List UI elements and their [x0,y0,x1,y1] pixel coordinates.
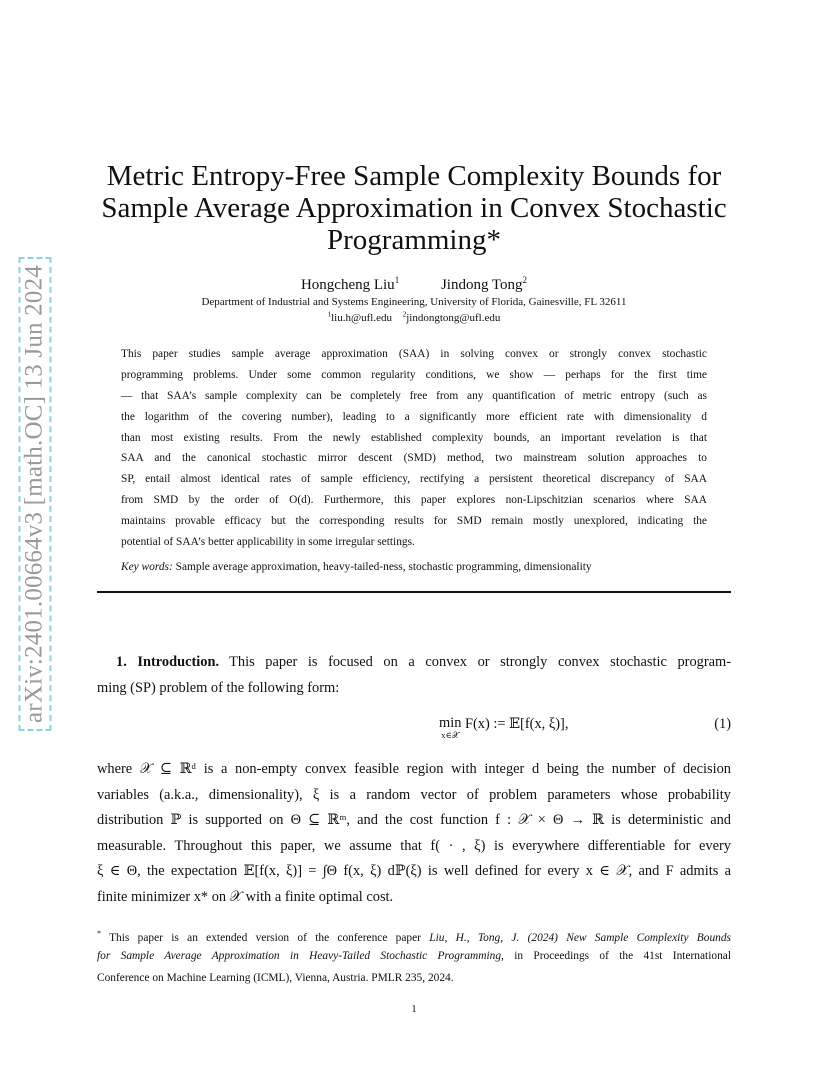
intro-line-1-text: This paper is focused on a convex or strongly convex stochastic program- [229,654,732,670]
footnote-line [97,923,731,945]
abstract-line: — that SAA’s sample complexity can be completely free from any quantification of metric entropy (such as [121,389,707,402]
footnote-prefix: This paper is an extended version of the conference paper [109,931,421,944]
paper-title: Metric Entropy-Free Sample Complexity Bounds for Sample Average Approximation in Convex Stochastic Programming* [101,160,727,256]
equation-body [439,716,568,740]
equation-expression: F(x) := 𝔼[f(x, ξ)], [465,716,569,732]
problem-description-paragraph [97,757,731,910]
footnote-suffix: in Proceedings of the 41st International [514,950,731,962]
author-1-name: Hongcheng Liu [300,277,395,293]
intro-line [97,650,731,676]
email-2-mark: 2 [402,310,407,318]
introduction-paragraph [97,650,731,701]
author-2 [441,277,527,293]
arxiv-identifier[interactable]: arXiv:2401.00664v3 [math.OC] 13 Jun 2024 [19,257,52,731]
abstract-line: than most existing results. From the newly established complexity bounds, an important revelation is that [121,431,707,444]
equation-1 [97,716,731,746]
abstract-divider [97,591,731,593]
email-1-address: liu.h@ufl.edu [331,311,392,324]
author-1-mark: 1 [394,275,400,285]
paragraph-line: finite minimizer x* on 𝒳 with a finite optimal cost. [97,888,394,905]
footnote-line: Conference on Machine Learning (ICML), Vienna, Austria. PMLR 235, 2024. [97,972,454,984]
email-2[interactable] [403,312,501,324]
email-2-address: jindongtong@ufl.edu [406,311,501,324]
affiliation: Department of Industrial and Systems Engineering, University of Florida, Gainesville, FL 32611 [201,296,627,308]
email-1[interactable] [328,312,392,324]
author-2-name: Jindong Tong [440,277,523,293]
paragraph-line: variables (a.k.a., dimensionality), ξ is a random vector of problem parameters whose probability [97,786,731,803]
footnote-citation-part1: Liu, H., Tong, J. (2024) New Sample Complexity Bounds [429,931,731,944]
email-1-mark: 1 [327,310,332,318]
footnote-citation-part2: for Sample Average Approximation in Heavy-Tailed Stochastic Programming, [97,950,504,962]
author-1 [301,277,399,293]
email-line [98,310,730,324]
author-2-mark: 2 [522,275,528,285]
section-heading: 1. Introduction. [116,654,220,670]
keywords-label: Key words: [121,561,173,573]
keywords [121,561,707,573]
paragraph-line: measurable. Throughout this paper, we assume that f( · , ξ) is everywhere differentiable for every [97,837,731,854]
page-number: 1 [411,1003,417,1015]
equation-min [439,716,461,740]
equation-number: (1) [714,716,731,732]
paragraph-line: where 𝒳 ⊆ ℝᵈ is a non-empty convex feasible region with integer d being the number of decision [97,761,731,777]
keywords-text: Sample average approximation, heavy-tailed-ness, stochastic programming, dimensionality [175,561,592,573]
footnote-mark: * [97,929,101,938]
author-line [98,275,730,294]
abstract-line: from SMD by the order of O(d). Furthermore, this paper explores non-Lipschitzian scenarios where SAA [121,494,707,507]
paragraph-line: ξ ∈ Θ, the expectation 𝔼[f(x, ξ)] = ∫Θ f(x, ξ) dℙ(ξ) is well defined for every x ∈ 𝒳, and F admits a [97,863,731,879]
equation-min-subscript: x∈𝒳 [441,730,460,740]
abstract-line: maintains provable efficacy but the corresponding results for SMD remain mostly unexplored, indicating the [121,515,707,528]
footnote [97,923,731,989]
abstract [121,344,707,553]
abstract-line: potential of SAA’s better applicability in some irregular settings. [121,536,415,549]
abstract-line: programming problems. Under some common regularity conditions, we show — perhaps for the first time [121,368,707,381]
abstract-line: This paper studies sample average approximation (SAA) in solving convex or strongly convex stochastic [121,348,707,360]
footnote-line [97,945,731,967]
abstract-line: SAA and the canonical stochastic mirror descent (SMD) method, two mainstream solution approaches to [121,452,707,465]
intro-line: ming (SP) problem of the following form: [97,679,340,696]
equation-min-label: min [439,715,462,731]
paragraph-line: distribution ℙ is supported on Θ ⊆ ℝᵐ, and the cost function f : 𝒳 × Θ → ℝ is deterministic and [97,812,731,828]
abstract-line: the logarithm of the covering number), leading to a significantly more efficient rate with dimensionality d [121,410,707,423]
abstract-line: SP, entail almost identical rates of sample efficiency, rectifying a persistent theoretical discrepancy of SAA [121,473,707,486]
